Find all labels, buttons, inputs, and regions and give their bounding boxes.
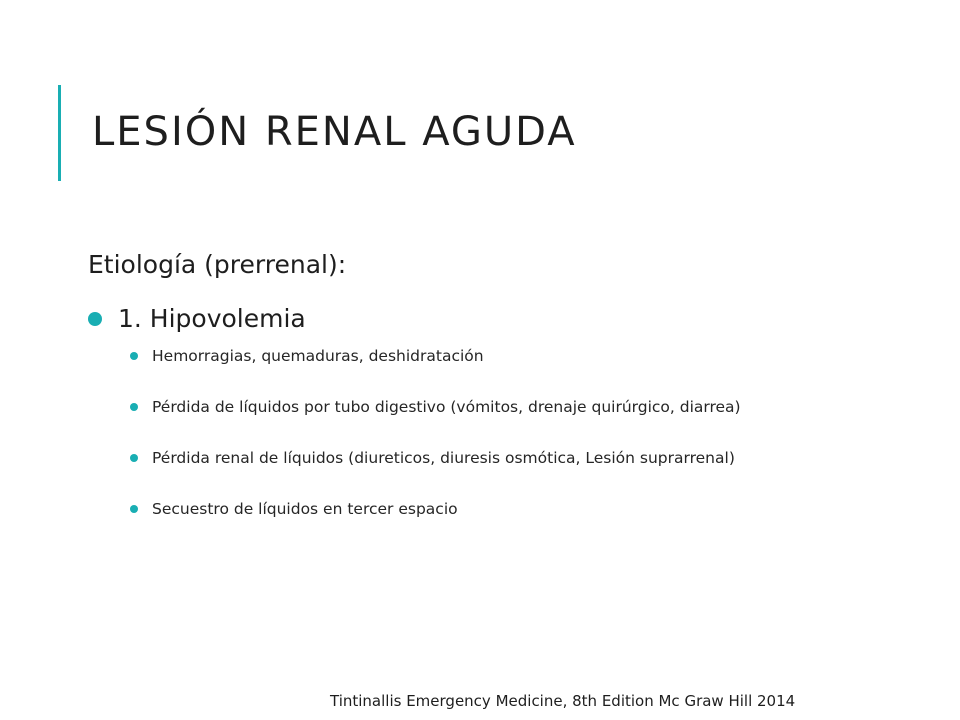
sub-bullet-text: Secuestro de líquidos en tercer espacio bbox=[152, 500, 458, 518]
citation-footer: Tintinallis Emergency Medicine, 8th Edition Mc Graw Hill 2014 bbox=[330, 692, 796, 710]
bullet-level1-label: 1. Hipovolemia bbox=[118, 304, 306, 333]
bullet-dot-icon bbox=[88, 312, 102, 326]
bullet-dot-icon bbox=[130, 454, 138, 462]
sub-bullet-item bbox=[130, 344, 741, 368]
sub-bullet-text: Pérdida de líquidos por tubo digestivo (vómitos, drenaje quirúrgico, diarrea) bbox=[152, 398, 741, 416]
bullet-dot-icon bbox=[130, 505, 138, 513]
sub-bullet-list bbox=[130, 344, 741, 548]
sub-bullet-item bbox=[130, 446, 741, 470]
bullet-level1-hipovolemia bbox=[88, 304, 306, 333]
sub-bullet-text: Hemorragias, quemaduras, deshidratación bbox=[152, 347, 484, 365]
title-accent-bar bbox=[58, 85, 61, 181]
sub-bullet-item bbox=[130, 497, 741, 521]
sub-bullet-item bbox=[130, 395, 741, 419]
bullet-dot-icon bbox=[130, 403, 138, 411]
slide-title: LESIÓN RENAL AGUDA bbox=[92, 109, 577, 155]
sub-bullet-text: Pérdida renal de líquidos (diureticos, diuresis osmótica, Lesión suprarrenal) bbox=[152, 449, 735, 467]
slide-subtitle: Etiología (prerrenal): bbox=[88, 250, 347, 279]
bullet-dot-icon bbox=[130, 352, 138, 360]
